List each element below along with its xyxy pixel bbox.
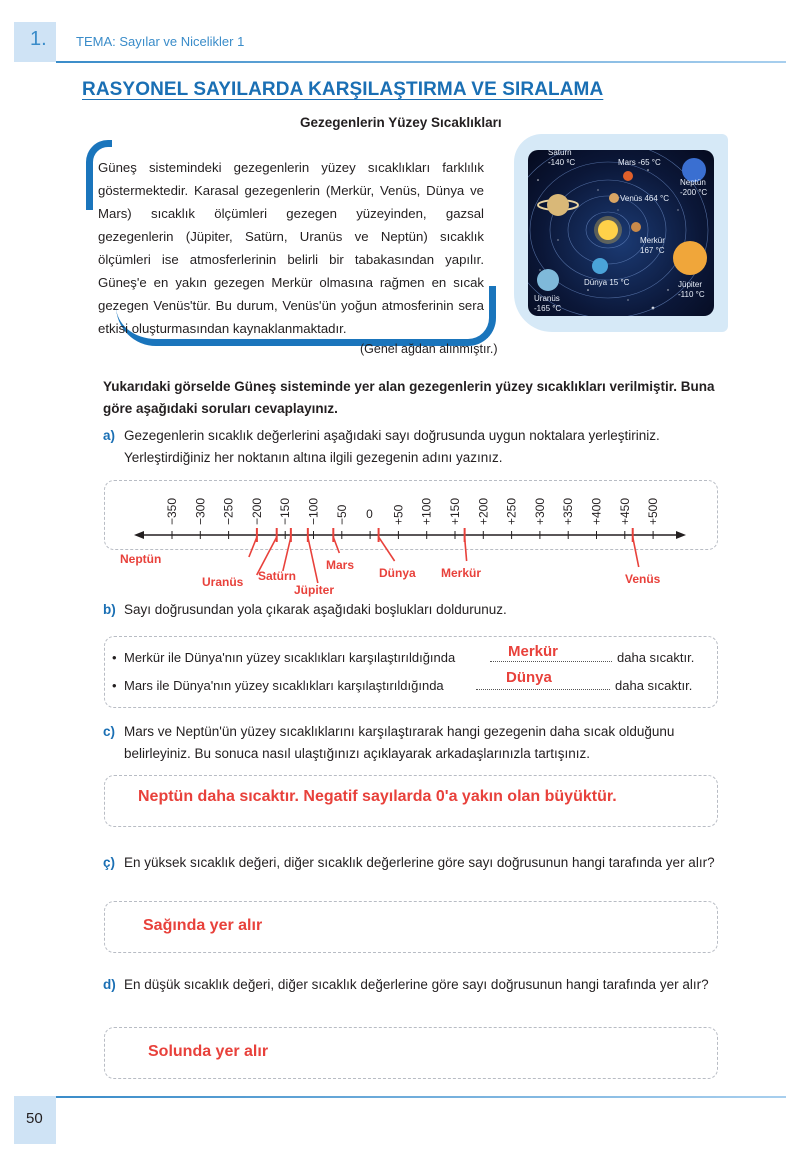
- answer-blank-1: Merkür: [508, 643, 559, 660]
- tick-label: +350: [561, 497, 576, 525]
- label-merkur: Merkür 167 °C: [640, 236, 665, 255]
- tick-label: −350: [165, 497, 179, 525]
- number-line: [0, 480, 800, 610]
- tick-label: −150: [278, 497, 293, 525]
- planet-leader: [379, 537, 395, 561]
- planet-label: Venüs: [625, 572, 661, 586]
- section-subtitle: Gezegenlerin Yüzey Sıcaklıkları: [300, 115, 502, 130]
- bullet-1-text: Merkür ile Dünya'nın yüzey sıcaklıkları karşılaştırıldığında: [124, 650, 456, 665]
- bullet-2-after: daha sıcaktır.: [615, 678, 693, 693]
- question-a-label: a): [103, 428, 116, 443]
- planet-label: Jüpiter: [294, 583, 335, 597]
- blank-1[interactable]: [490, 661, 612, 662]
- bullet-1: •: [112, 650, 117, 665]
- bullet-2: •: [112, 678, 117, 693]
- tick-label: −250: [221, 497, 236, 525]
- tick-label: +500: [646, 497, 661, 525]
- question-cc-label: ç): [103, 855, 116, 870]
- planet-label: Dünya: [379, 566, 416, 580]
- tick-label: +400: [589, 497, 604, 525]
- question-b-text: Sayı doğrusundan yola çıkarak aşağıdaki boşlukları doldurunuz.: [124, 602, 507, 617]
- bullet-2-text: Mars ile Dünya'nın yüzey sıcaklıkları karşılaştırıldığında: [124, 678, 444, 693]
- label-uranus: Uranüs -165 °C: [534, 294, 562, 313]
- blank-2[interactable]: [476, 689, 610, 690]
- label-saturn: Satürn -140 °C: [548, 150, 576, 167]
- planet-label: Neptün: [120, 552, 162, 566]
- planet-leader: [633, 537, 639, 567]
- tick-label: −300: [193, 497, 208, 525]
- answer-blank-2: Dünya: [506, 669, 552, 686]
- tick-label: +250: [504, 497, 519, 525]
- label-mars: Mars -65 °C: [618, 158, 661, 167]
- source-note: (Genel ağdan alınmıştır.): [360, 342, 498, 356]
- answer-d: Solunda yer alır: [148, 1043, 269, 1060]
- planet-label: Satürn: [258, 569, 297, 583]
- question-d-label: d): [103, 977, 116, 992]
- tick-label: +100: [419, 497, 434, 525]
- question-c-label: c): [103, 724, 116, 739]
- answer-cc: Sağında yer alır: [143, 917, 263, 934]
- planet-leader: [249, 537, 257, 557]
- tick-label: −200: [249, 497, 264, 525]
- solar-system-image: [528, 150, 714, 316]
- planet-leader: [308, 537, 318, 583]
- page-title: RASYONEL SAYILARDA KARŞILAŞTIRMA VE SIRALAMA: [82, 79, 604, 100]
- arrow-left-icon: [134, 531, 144, 539]
- question-b-label: b): [103, 602, 116, 617]
- bullet-1-after: daha sıcaktır.: [617, 650, 695, 665]
- question-cc-text: En yüksek sıcaklık değeri, diğer sıcaklık değerlerine göre sayı doğrusunun hangi tarafında yer alır?: [124, 855, 715, 870]
- label-neptun: Neptün -200 °C: [680, 178, 708, 197]
- tick-label: +200: [476, 497, 491, 525]
- tick-label: +450: [617, 497, 632, 525]
- answer-c: Neptün daha sıcaktır. Negatif sayılarda 0'a yakın olan büyüktür.: [138, 788, 617, 805]
- info-paragraph: Güneş sistemindeki gezegenlerin yüzey sıcaklıkları farklılık göstermektedir. Karasal gezegenlerin (Merkür, Venüs, Dünya ve Mars) sıcaklık ölçümleri gezegen yüzeyinden, gazsal gezegenlerin (Jüpiter, Satürn, Uranüs ve Neptün) sıcaklık ölçümleri ise atmosferlerinin belirli bir tabakasından yapılır. Güneş'e en yakın gezegen Merkür olmasına rağmen en sıcak gezegen Venüs'tür. Bu durum, Venüs'ün yoğun atmosferinin sera etkisi oluşturmasından kaynaklanmaktadır.: [98, 160, 484, 336]
- page-number: 50: [26, 1110, 43, 1127]
- header-divider: [56, 61, 786, 63]
- label-dunya: Dünya 15 °C: [584, 278, 630, 287]
- label-jupiter: Jüpiter -110 °C: [678, 280, 705, 299]
- planet-leader: [283, 537, 291, 571]
- tick-label: +50: [391, 504, 406, 525]
- arrow-right-icon: [676, 531, 686, 539]
- planet-leader: [333, 537, 339, 553]
- page-header: [0, 0, 800, 64]
- question-c-text: Mars ve Neptün'ün yüzey sıcaklıklarını karşılaştırarak hangi gezegenin daha sıcak olduğunu belirleyiniz. Bu sonuca nasıl ulaştığınızı açıklayarak arkadaşlarınızla tartışınız.: [124, 724, 675, 761]
- fill-in-box: [104, 636, 718, 708]
- tick-label: +300: [532, 497, 547, 525]
- tick-label: −50: [334, 504, 349, 525]
- footer-divider: [56, 1096, 786, 1098]
- tick-label: 0: [366, 507, 373, 521]
- question-d-text: En düşük sıcaklık değeri, diğer sıcaklık değerlerine göre sayı doğrusunun hangi tarafında yer alır?: [124, 977, 709, 992]
- unit-number: 1.: [30, 28, 47, 50]
- planet-label: Merkür: [441, 566, 482, 580]
- questions-intro: Yukarıdaki görselde Güneş sisteminde yer alan gezegenlerin yüzey sıcaklıkları verilmiştir. Buna göre aşağıdaki soruları cevaplayınız.: [103, 379, 715, 416]
- planet-leader: [465, 537, 467, 561]
- theme-title: TEMA: Sayılar ve Nicelikler 1: [76, 34, 245, 49]
- planet-label: Mars: [326, 558, 355, 572]
- tick-label: +150: [448, 497, 462, 525]
- tick-label: −100: [306, 497, 321, 525]
- info-text-box: [86, 140, 496, 346]
- question-a-text: Gezegenlerin sıcaklık değerlerini aşağıdaki sayı doğrusunda uygun noktalara yerleştiriniz. Yerleştirdiğiniz her noktanın altına ilgili gezegenin adını yazınız.: [124, 428, 660, 465]
- label-venus: Venüs 464 °C: [620, 194, 670, 203]
- planet-label: Uranüs: [202, 575, 244, 589]
